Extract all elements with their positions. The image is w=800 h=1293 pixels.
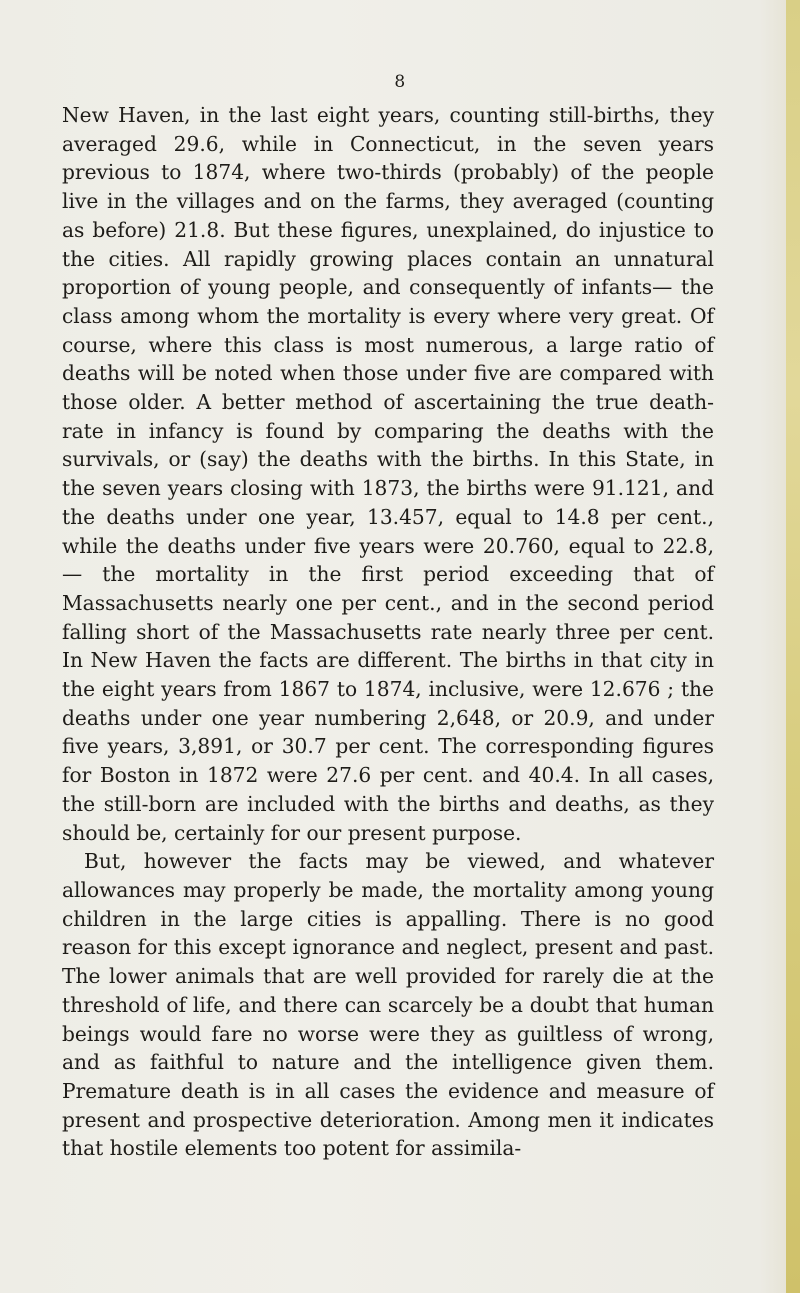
- body-text: [62, 101, 714, 1163]
- page-number: 8: [394, 72, 406, 92]
- paragraph-mortality-causes: But, however the facts may be viewed, and whatever allowances may properly be made, the mortality among young children in the large cities is appalling. There is no good reason for this except ignorance and neglect, present and past. The lower animals that are well provided for rarely die at the threshold of life, and there can scarcely be a doubt that human beings would fare no worse were they as guiltless of wrong, and as faithful to nature and the intelligence given them. Premature death is in all cases the evidence and measure of present and prospective deterioration. Among men it indicates that hostile elements too potent for assimila-: [62, 849, 714, 1161]
- paragraph-infant-mortality-statistics: New Haven, in the last eight years, counting still-births, they averaged 29.6, while in Connecticut, in the seven years previous to 1874, where two-thirds (probably) of the people live in the villages and on the farms, they averaged (counting as before) 21.8. But these figures, unexplained, do injustice to the cities. All rapidly growing places contain an unnatural proportion of young people, and consequently of infants— the class among whom the mortality is every where very great. Of course, where this class is most numerous, a large ratio of deaths will be noted when those under five are compared with those older. A better method of ascertaining the true death-rate in infancy is found by comparing the deaths with the survivals, or (say) the deaths with the births. In this State, in the seven years closing with 1873, the births were 91.121, and the deaths under one year, 13.457, equal to 14.8 per cent., while the deaths under five years were 20.760, equal to 22.8, — the mortality in the first period exceeding that of Massachusetts nearly one per cent., and in the second period falling short of the Massachusetts rate nearly three per cent. In New Haven the facts are different. The births in that city in the eight years from 1867 to 1874, inclusive, were 12.676 ; the deaths under one year numbering 2,648, or 20.9, and under five years, 3,891, or 30.7 per cent. The corresponding figures for Boston in 1872 were 27.6 per cent. and 40.4. In all cases, the still-born are included with the births and deaths, as they should be, certainly for our present purpose.: [62, 103, 714, 845]
- page-edge-stain: [786, 0, 800, 1293]
